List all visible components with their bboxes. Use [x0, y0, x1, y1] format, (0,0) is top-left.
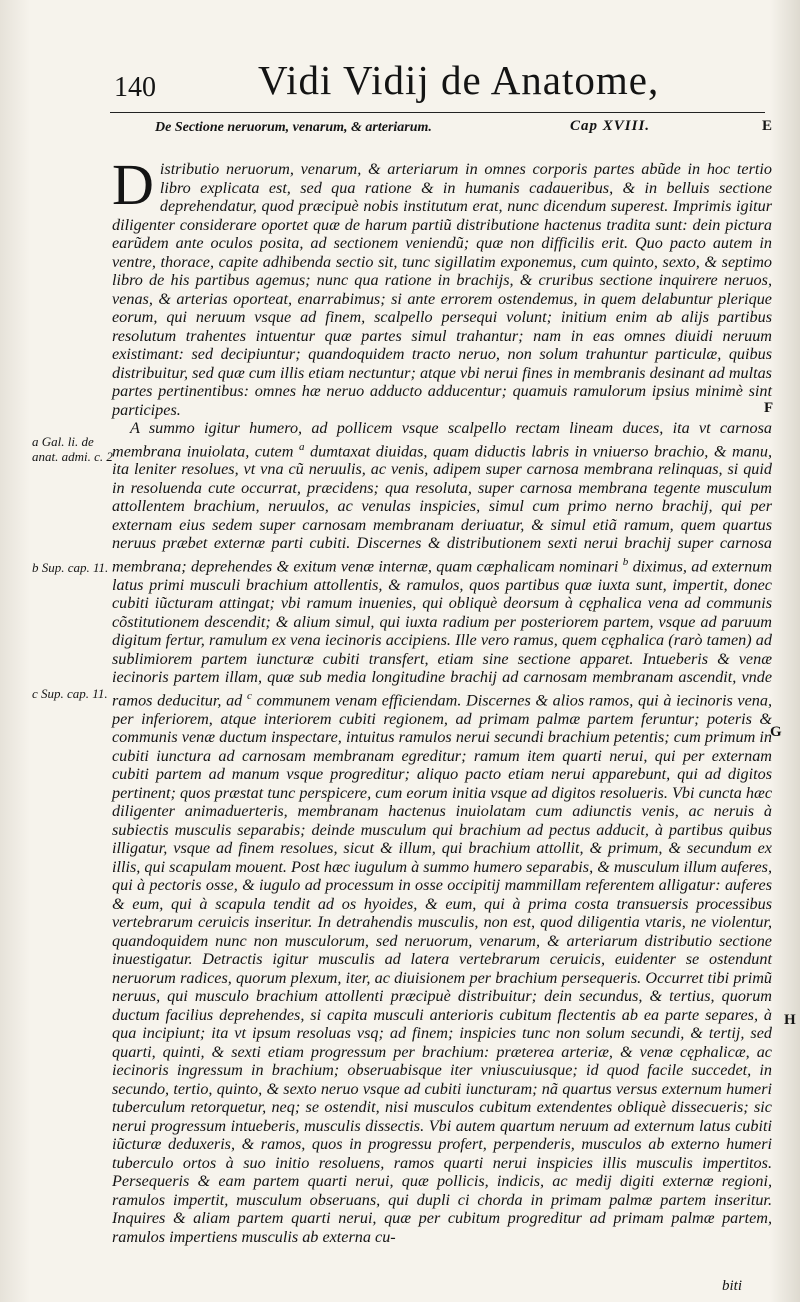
paragraph-1-text: istributio neruorum, venarum, & arteriarum in omnes corporis partes abũde in hoc tertio libro explicata est, sed qua ratione & in humanis cadaueribus, & in belluis sectione deprehendatur, quod præcipuè nobis institutum erat, nunc dicendum superest. Imprimis igitur diligenter considerare oportet quæ de harum partiũ distributione hactenus tradita sunt: dein pictura earũdem ante oculos posita, ad sectionem veniendũ; quæ non difficilis erit. Quo pacto autem in ventre, thorace, capite adhibenda sectio sit, tunc sigillatim exponemus, cum quinto, sexto, & septimo libro de his partibus agemus; nunc qua ratione in brachijs, & cruribus sectione inquirere neruos, venas, & arterias oporteat, enarrabimus; si ante errorem ostendemus, in quem delabuntur plerique eorum, qui neruum vsque ad finem, scalpello persequi volunt; initium enim ab alijs partibus resolutum trahentes intuentur quæ partes simul trahantur; nam in eas omnes diuidi neruum existimant: sed decipiuntur; quandoquidem tracto neruo, non solum trahuntur particulæ, quibus distribuitur, sed quæ cum illis etiam nectuntur; atque vbi nerui fines in membranis desinant ad multas partes pertinentibus: omnes hæ neruo adducto adducentur; quamuis ramulorum ipsius minimè sint participes.	[112, 160, 772, 419]
reference-mark-c: c	[246, 689, 252, 702]
paragraph-2-text-a: A summo igitur humero, ad pollicem vsque scalpello rectam lineam duces, ita vt carnosa membrana inuiolata, cutem	[112, 419, 772, 460]
reference-mark-b: b	[622, 555, 629, 568]
page-number: 140	[114, 72, 156, 103]
signature-mark-f: F	[764, 400, 774, 416]
drop-cap: D	[112, 152, 154, 217]
catchword: biti	[722, 1278, 743, 1294]
chapter-number: Cap XVIII.	[570, 118, 651, 134]
body-text	[112, 152, 773, 1246]
running-title: Vidi Vidij de Anatome,	[258, 57, 660, 103]
paragraph-2-text-d: communem venam efficiendam. Discernes & alios ramos, qui à iecinoris vena, per inferiorem, atque interiorem cubiti regionem, ad primam palmæ partem feruntur; poteris & communis venæ ductum inspectare, intuitus ramulos nerui secundi brachium petentis; cum primum in cubiti iunctura ad carnosam membranam egreditur; ramum item quarti nerui, qui per externam cubiti partem ad manum vsque progreditur; aliquo pacto etiam nerui apparebunt, qui ad digitos pertinent; quos præstat tunc perspicere, cum eorum initia vsque ad digitos resolueris. Vbi cuncta hæc diligenter animaduerteris, membranam hactenus inuiolatam cum adiunctis venis, ac neruis à subiectis musculis separabis; deinde musculum qui brachium ad pectus adducit, à partibus quibus illigatur, vsque ad finem resolues, sicut & illum, qui brachium attollit, & primum, & secundum ex illis, qui scapulam mouent. Post hæc iugulum à summo humero separabis, & musculum illum auferes, qui à pectoris osse, & iugulo ad processum in osse occipitij mammillam referentem alligatur: auferes & eum, qui à scapula tendit ad os hyoides, & eum, qui à prima costa transuersis processibus vertebrarum ceruicis inseritur. In detrahendis musculis, non est, quod diligentia vtaris, ne violentur, quandoquidem nunc non musculorum, sed neruorum, venarum, & arteriarum distributio sectione inuestigatur. Detractis igitur musculis ad latera vertebrarum ceruicis, euidenter se ostendunt neruorum radices, quorum plexum, iter, ac diuisionem per brachium persequeris. Occurret tibi primũ neruus, qui musculo brachium attollenti præcipuè distribuitur; dein secundus, & tertius, quorum ductum facilius deprehendes, si capita musculi anterioris cubitum flectentis ab ea parte separes, à qua incipiunt; ita vt ipsum resoluas vsq; ad finem; inspicies tunc non solum secundi, & tertij, sed quarti, quinti, & sexti etiam progressum per brachium: præterea arteriæ, & venæ cęphalicæ, ac iecinoris ingressum in brachium; obseruabisque iter vniuscuiusque; id quod facile succedet, in secundo, tertio, quinto, & sexto neruo vsque ad cubiti iuncturam; nã quartus versus externum humeri tuberculum retorquetur, neq; se ostendit, nisi musculos cubitum extendentes obliquè dissecueris; sic nerui progressum intueberis, musculis dissectis. Vbi autem quartum neruum ad externum latus cubiti iũcturæ deduxeris, & ramos, quos in progressu profert, perpenderis, musculos ab externo humeri tuberculo ortos à suo initio resoluens, ramos quarti nerui inspicies illis musculis impertitos. Persequeris & eam partem quarti nerui, quæ pollicis, indicis, ac medij digiti externæ regioni, ramulos impertit, musculum obseruans, qui dupli ci chorda in primam palmæ partem inseritur. Inquires & aliam partem quarti nerui, quæ per cubitum progreditur ad primam palmæ partem, ramulos impertiens musculis ab externa cu-	[112, 691, 773, 1246]
paragraph-2	[112, 419, 772, 1246]
header-rule	[110, 112, 765, 113]
signature-mark-e: E	[762, 118, 773, 134]
section-subheading: De Sectione neruorum, venarum, & arteriarum.	[155, 120, 432, 135]
margin-note-a: a Gal. li. de anat. admi. c. 2	[32, 434, 113, 464]
signature-mark-h: H	[784, 1012, 796, 1028]
signature-mark-g: G	[770, 724, 782, 740]
reference-mark-a: a	[298, 440, 305, 453]
paragraph-2-text-b: dumtaxat diuidas, quam diductis labris in vniuerso brachio, & manu, ita leniter resolues, vt vna cũ neruulis, ac venis, adipem super carnosa membrana relinquas, si quid in resoluenda cute occurrat, præcidens; qua resoluta, super carnosa membrana tegente musculum attollentem brachium, neruulos, ac venulas inspicies, simul cum primo nerno brachij, qui per externam eius sedem super carnosam membranam deriuatur, & simul etiã ramum, quem quartus neruus præbet externæ parti cubiti. Discernes & distributionem sexti nerui brachij super carnosa membrana; deprehendes & exitum venæ internæ, quam cæphalicam nominari	[112, 441, 773, 576]
margin-note-b: b Sup. cap. 11.	[32, 560, 109, 575]
margin-note-c: c Sup. cap. 11.	[32, 686, 108, 701]
paragraph-1	[112, 152, 772, 419]
paragraph-2-text-c: diximus, ad externum latus primi musculi brachium attollentis, & ramulos, quos partibus quæ iuxta sunt, impertit, donec cubiti iũcturam attingat; vbi ramum inuenies, qui obliquè deorsum à cęphalica vena ad communis cõstitutionem descendit; & alium simul, qui iuxta radium per posteriorem partem, vsque ad paruum digitum fertur, ramulum ex vena iecinoris accipiens. Ille vero ramus, quem cęphalica (rarò tamen) ad sublimiorem partem iuncturæ cubiti transfert, etiam sine sectione apparet. Intueberis & venæ iecinoris partem illam, quæ sub media longitudine brachij ad carnosam membranam ascendit, vnde ramos deducitur, ad	[112, 557, 773, 710]
